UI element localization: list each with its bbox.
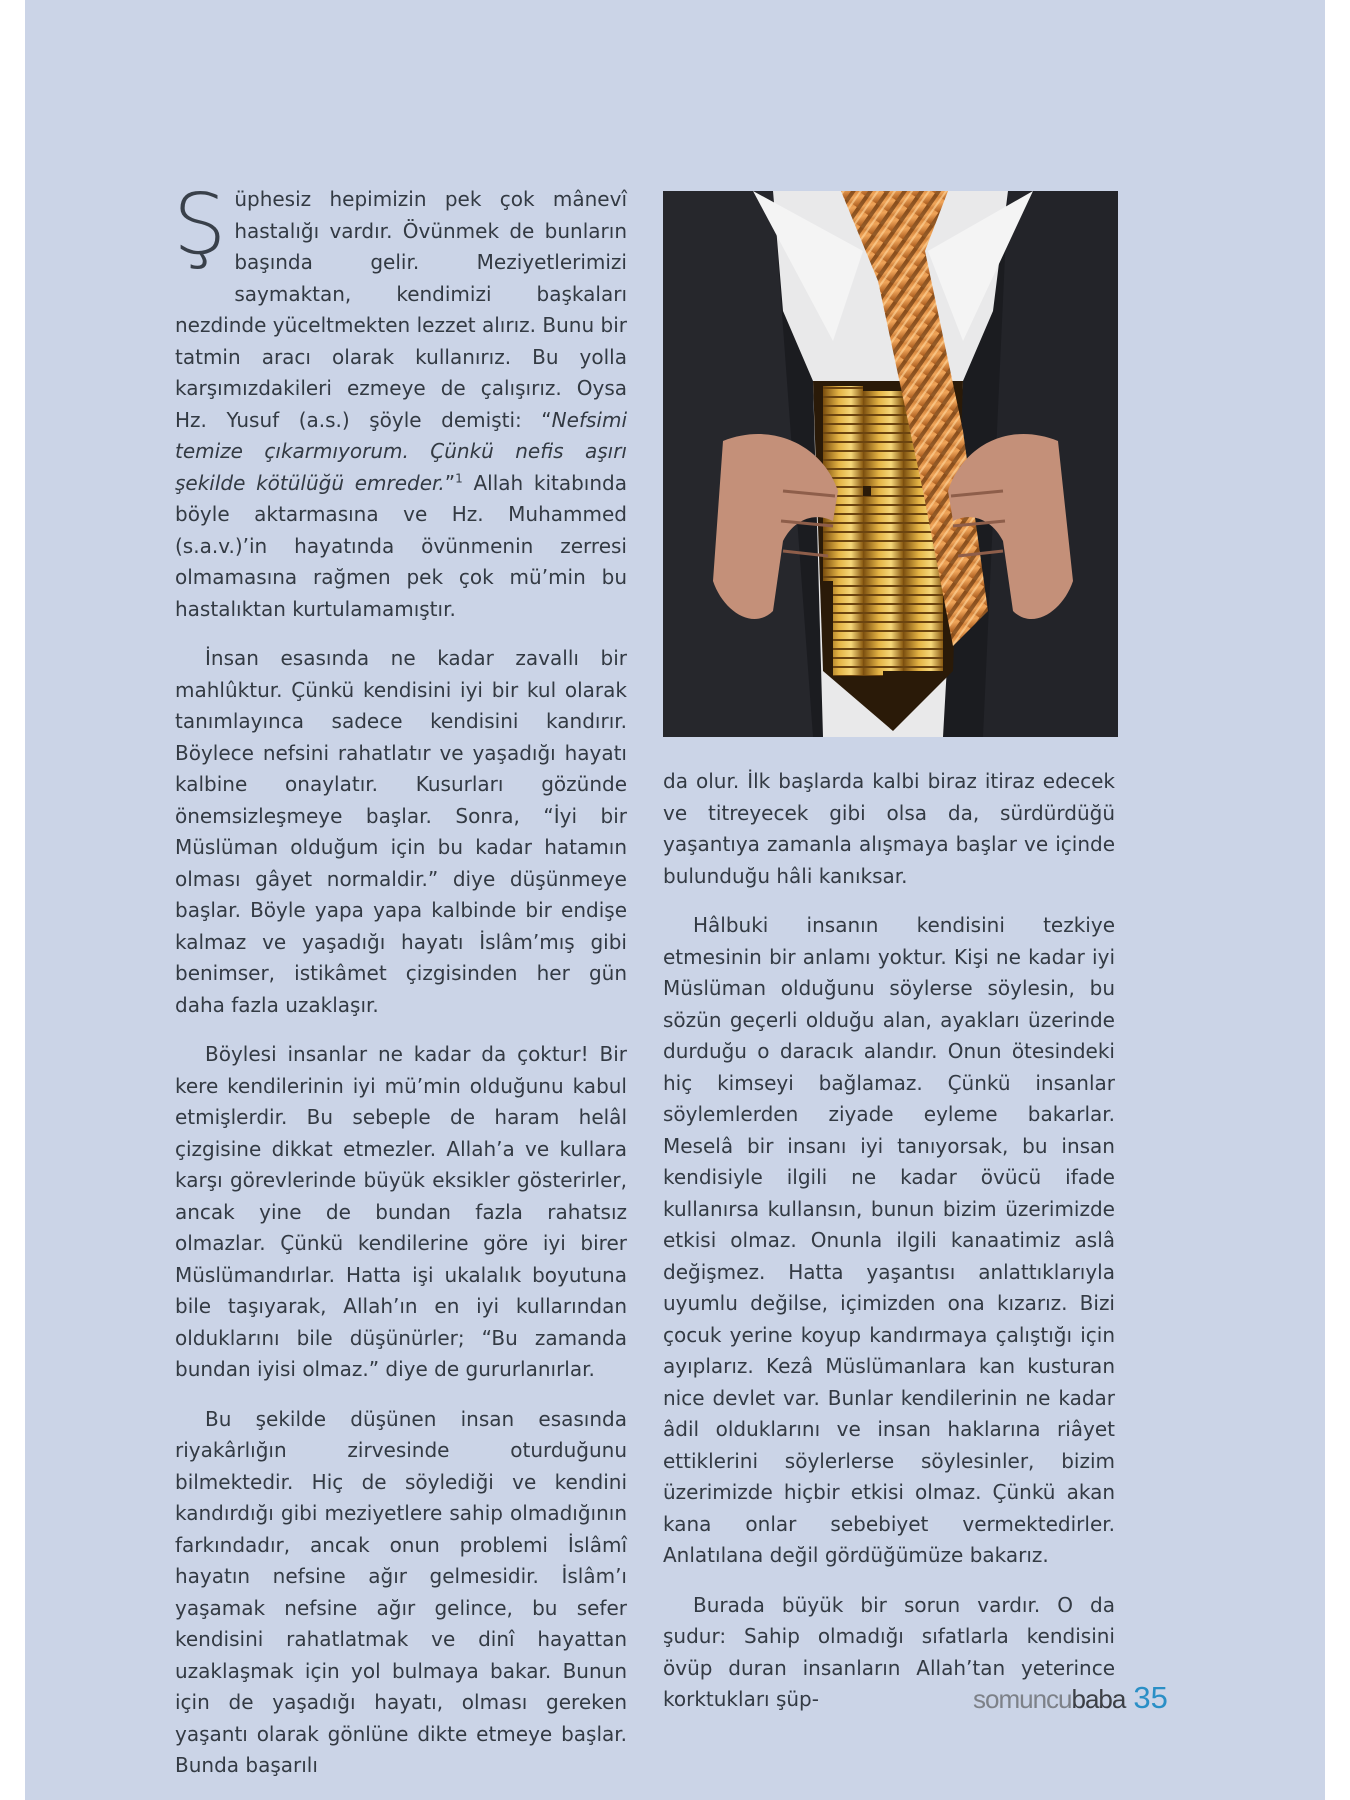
paragraph-2: İnsan esasında ne kadar zavallı bir mahlûktur. Çünkü kendisini iyi bir kul olarak tanımlayınca sadece kendisini kandırır. Böylece nefsini rahatlatır ve yaşadığı hayatı kalbine onaylatır. Kusurları gözünde önemsizleşmeye başlar. Sonra, “İyi bir Müslüman olduğum için bu kadar hatamın olması gâyet normaldir.” diye düşünmeye başlar. Böyle yapa yapa kalbinde bir endişe kalmaz ve yaşadığı hayatı İslâm’mış gibi benimser, istikâmet çizgisinden her gün daha fazla uzaklaşır. [175, 646, 627, 1017]
quote-close: ” [444, 470, 456, 495]
brand-bold: baba [1071, 1684, 1126, 1714]
page-footer [973, 1680, 1168, 1720]
right-column [663, 766, 1115, 1734]
paragraph-6: Hâlbuki insanın kendisini tezkiye etmesinin bir anlamı yoktur. Kişi ne kadar iyi Müslüman olduğunu söylerse söylesin, bu sözün geçerli olduğu alan, ayakları üzerinde durduğu o daracık alandır. Onun ötesindeki hiç kimseyi bağlamaz. Çünkü insanlar söylemlerden ziyade eyleme bakarlar. Meselâ bir insanı iyi tanıyorsak, bu insan kendisiyle ilgili ne kadar övücü ifade kullanırsa kullansın, bunun bizim üzerimizde etkisi olmaz. Onunla ilgili kanaatimiz aslâ değişmez. Hatta yaşantısı anlattıklarıyla uyumlu değilse, içimizden ona kızarız. Bizi çocuk yerine koyup kandırmaya çalıştığı için ayıplarız. Kezâ Müslümanlara kan kusturan nice devlet var. Bunlar kendilerinin ne kadar âdil olduklarını ve insan haklarına riâyet ettiklerini söylerlerse söylesinler, bizim üzerimizde hiçbir etkisi olmaz. Çünkü akan kana onlar sebebiyet vermektedirler. Anlatılana değil gördüğümüze bakarız. [663, 913, 1115, 1567]
drop-cap: Ş [173, 175, 227, 273]
quote-yusuf: Nefsimi temize çıkarmıyorum. Çünkü nefis aşırı şekilde kötülüğü emreder. [175, 407, 627, 495]
paragraph-5: da olur. İlk başlarda kalbi biraz itiraz edecek ve titreyecek gibi olsa da, sürdürdüğü yaşantıya zamanla alışmaya başlar ve içinde bulunduğu hâli kanıksar. [663, 769, 1115, 888]
page-number: 35 [1133, 1680, 1168, 1715]
paragraph-3: Böylesi insanlar ne kadar da çoktur! Bir kere kendilerinin iyi mü’min olduğunu kabul etmişlerdir. Bu sebeple de haram helâl çizgisine dikkat etmezler. Allah’a ve kullara karşı görevlerinde büyük eksikler gösterirler, ancak yine de bundan fazla rahatsız olmazlar. Çünkü kendilerine göre iyi birer Müslümandırlar. Hatta işi ukalalık boyutuna bile taşıyarak, Allah’ın en iyi kullarından olduklarını bile düşünürler; “Bu zamanda bundan iyisi olmaz.” diye de gururlanırlar. [175, 1042, 627, 1381]
magazine-brand [973, 1684, 1125, 1714]
brand-light: somuncu [973, 1684, 1072, 1714]
footnote-marker[interactable]: 1 [455, 470, 463, 485]
paragraph-4: Bu şekilde düşünen insan esasında riyakârlığın zirvesinde oturduğunu bilmektedir. Hiç de söylediği ve kendini kandırdığı gibi meziyetlere sahip olmadığının farkındadır, ancak onun problemi İslâmî hayatın nefsine ağır gelmesidir. İslâm’ı yaşamak nefsine ağır gelince, bu sefer kendisini rahatlatmak ve dinî hayattan uzaklaşmak için yol bulmaya bakar. Bunun için de yaşadığı hayatı, olması gereken yaşantı olarak gönlüne dikte etmeye başlar. Bunda başarılı [175, 1406, 627, 1777]
article-photo-coins-under-shirt [663, 191, 1118, 737]
magazine-page [25, 0, 1325, 1800]
left-column [173, 175, 627, 1800]
paragraph-1-end: Allah kitabında böyle aktarmasına ve Hz. Muhammed (s.a.v.)’in hayatında övünmenin zerresi olmamasına rağmen pek çok mü’min bu hastalıktan kurtulamamıştır. [175, 470, 627, 621]
photo-illustration [663, 191, 1118, 737]
paragraph-1-text: üphesiz hepimizin pek çok mânevî hastalığı vardır. Övünmek de bunların başında gelir. Meziyetlerimizi saymaktan, kendimizi başkaları nezdinde yüceltmekten lezzet alırız. Bunu bir tatmin aracı olarak kullanırız. Bu yolla karşımızdakileri ezmeye de çalışırız. Oysa Hz. Yusuf (a.s.) şöyle demişti: “ [175, 187, 627, 432]
paragraph-1 [173, 175, 627, 625]
paragraph-7: Burada büyük bir sorun vardır. O da şudur: Sahip olmadığı sıfatlarla kendisini övüp duran insanların Allah’tan yeterince korktukları şüp- [663, 1592, 1115, 1711]
